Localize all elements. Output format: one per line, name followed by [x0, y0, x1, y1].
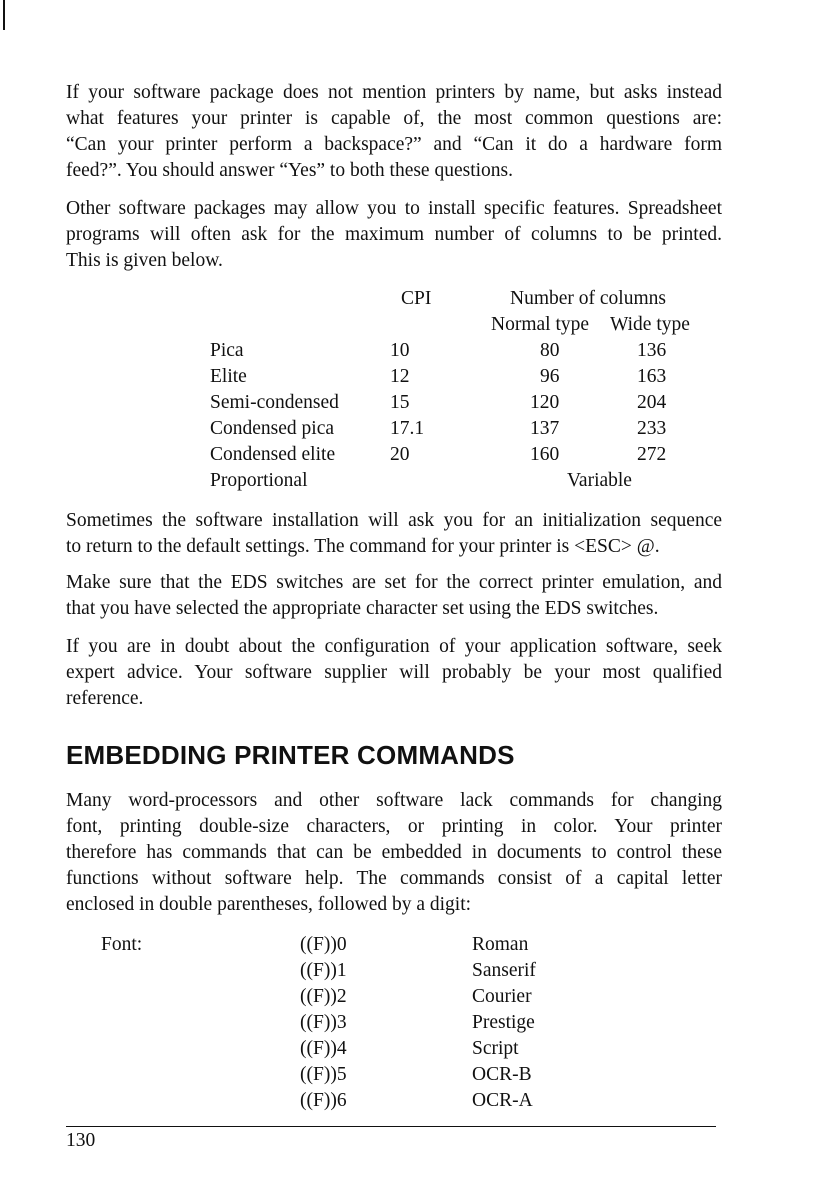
font-name: Prestige	[472, 1012, 535, 1033]
paragraph-line: “Can your printer perform a backspace?” and “Can it do a hardware form	[66, 134, 722, 155]
embedding-paragraph	[66, 788, 722, 918]
section-heading: EMBEDDING PRINTER COMMANDS	[66, 740, 515, 770]
font-command-code: ((F))3	[300, 1012, 347, 1033]
table-row-cpi: 12	[390, 366, 410, 387]
paragraph-line: Make sure that the EDS switches are set for the correct printer emulation, and	[66, 572, 722, 593]
table-row-normal: 96	[540, 366, 560, 387]
table-row-name: Pica	[210, 340, 244, 361]
intro-paragraph	[66, 80, 722, 184]
paragraph-line: reference.	[66, 688, 144, 709]
header-number-of-columns: Number of columns	[510, 288, 666, 309]
table-row-normal: 80	[540, 340, 560, 361]
table-row-normal: 160	[530, 444, 560, 465]
font-command-code: ((F))4	[300, 1038, 347, 1059]
font-name: Roman	[472, 934, 529, 955]
spreadsheet-paragraph	[66, 196, 722, 274]
font-command-code: ((F))2	[300, 986, 347, 1007]
paragraph-line: functions without software help. The commands consist of a capital letter	[66, 868, 722, 889]
table-row-name: Semi-condensed	[210, 392, 339, 413]
header-normal-type: Normal type	[491, 314, 590, 335]
header-wide-type: Wide type	[610, 314, 690, 335]
header-cpi: CPI	[401, 288, 432, 309]
paragraph-line: Other software packages may allow you to install specific features. Spreadsheet	[66, 198, 722, 219]
font-label: Font:	[101, 934, 143, 955]
font-name: Script	[472, 1038, 519, 1059]
table-row-cpi: 15	[390, 392, 410, 413]
margin-mark	[3, 0, 5, 30]
paragraph-line: expert advice. Your software supplier will probably be your most qualified	[66, 662, 722, 683]
table-row-name: Condensed elite	[210, 444, 336, 465]
paragraph-line: If your software package does not mention printers by name, but asks instead	[66, 82, 722, 103]
table-row-wide: 272	[637, 444, 667, 465]
paragraph-line: what features your printer is capable of, the most common questions are:	[66, 108, 722, 129]
font-name: OCR-A	[472, 1090, 533, 1111]
font-name: Courier	[472, 986, 532, 1007]
table-row-cpi: 20	[390, 444, 410, 465]
font-command-code: ((F))5	[300, 1064, 347, 1085]
footer-rule	[66, 1126, 716, 1127]
paragraph-line: font, printing double-size characters, or printing in color. Your printer	[66, 816, 722, 837]
font-command-code: ((F))1	[300, 960, 347, 981]
font-command-code: ((F))6	[300, 1090, 347, 1111]
paragraph-line: This is given below.	[66, 250, 223, 271]
eds-switches-paragraph	[66, 570, 722, 622]
table-row-normal: 137	[530, 418, 560, 439]
table-row-name: Proportional	[210, 470, 308, 491]
paragraph-line: enclosed in double parentheses, followed by a digit:	[66, 894, 472, 915]
table-row-cpi: 17.1	[390, 418, 425, 439]
paragraph-line: therefore has commands that can be embedded in documents to control these	[66, 842, 722, 863]
paragraph-line: If you are in doubt about the configuration of your application software, seek	[66, 636, 722, 657]
table-row-wide: 163	[637, 366, 667, 387]
paragraph-line: to return to the default settings. The command for your printer is <ESC> @.	[66, 536, 660, 557]
init-sequence-paragraph	[66, 508, 722, 560]
paragraph-line: feed?”. You should answer “Yes” to both these questions.	[66, 160, 514, 181]
doubt-paragraph	[66, 634, 722, 712]
font-name: Sanserif	[472, 960, 536, 981]
page-number: 130	[66, 1130, 96, 1151]
table-row-wide: 136	[637, 340, 667, 361]
paragraph-line: Many word-processors and other software lack commands for changing	[66, 790, 722, 811]
paragraph-line: Sometimes the software installation will ask you for an initialization sequence	[66, 510, 722, 531]
font-command-code: ((F))0	[300, 934, 347, 955]
paragraph-line: that you have selected the appropriate character set using the EDS switches.	[66, 598, 659, 619]
table-row-name: Condensed pica	[210, 418, 335, 439]
paragraph-line: programs will often ask for the maximum number of columns to be printed.	[66, 224, 722, 245]
table-row-name: Elite	[210, 366, 247, 387]
font-name: OCR-B	[472, 1064, 532, 1085]
table-row-cpi: 10	[390, 340, 410, 361]
table-row-normal: 120	[530, 392, 560, 413]
table-row-wide: 204	[637, 392, 667, 413]
table-row-wide: 233	[637, 418, 667, 439]
table-row-variable: Variable	[567, 470, 632, 491]
